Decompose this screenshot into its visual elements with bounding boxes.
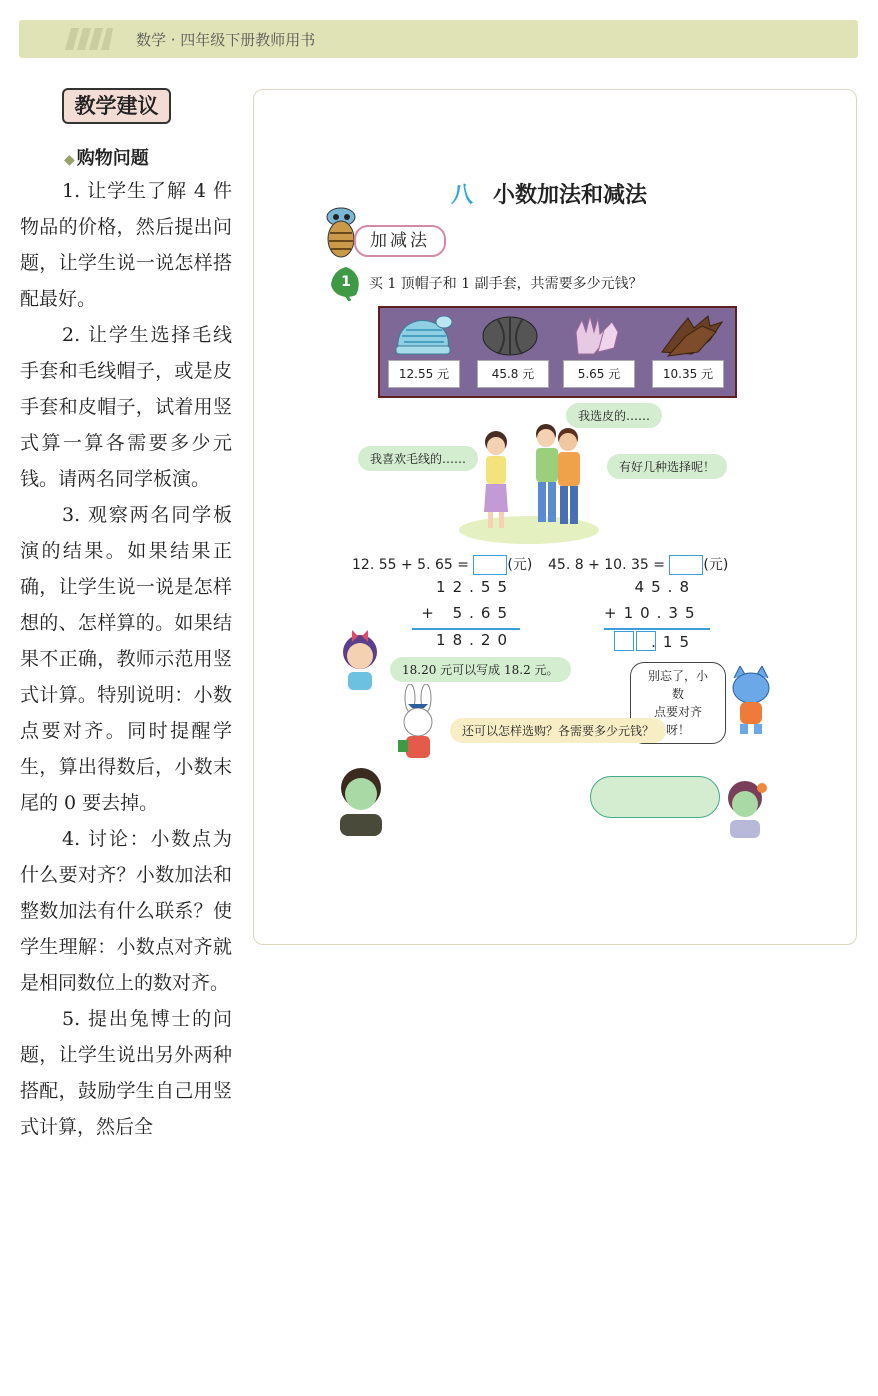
vertical-1-addend: + 5.65 — [421, 604, 514, 622]
boy-student-icon — [334, 766, 388, 838]
vertical-1-rule — [412, 628, 520, 630]
vertical-2-result-tail: .15 — [651, 633, 696, 651]
children-shopping-icon — [454, 420, 604, 546]
paragraph-4: 4. 讨论：小数点为什么要对齐？小数加法和整数加法有什么联系？使学生理解：小数点对齐就是相同数位上的数对齐。 — [20, 828, 232, 994]
leather-gloves-icon — [658, 312, 726, 358]
speech-bubble-leather: 我选皮的…… — [566, 403, 662, 428]
equation-2-unit: (元) — [703, 557, 729, 573]
speech-bubble-choices: 有好几种选择呢！ — [607, 454, 727, 479]
empty-thought-bubble — [590, 776, 720, 818]
vertical-1-result: 18.20 — [436, 631, 514, 649]
chapter-title: 小数加法和减法 — [493, 183, 648, 208]
speech-bubble-wool: 我喜欢毛线的…… — [358, 446, 478, 471]
equation-1-unit: (元) — [507, 557, 533, 573]
equation-1-text: 12. 55 + 5. 65 = — [352, 557, 469, 573]
vertical-2-addend: +10.35 — [604, 604, 702, 622]
speech-bubble-dr-rabbit: 还可以怎样选购？各需要多少元钱？ — [450, 718, 666, 743]
price-tag-leather-hat: 45.8 元 — [477, 360, 549, 388]
girl-student-icon — [336, 628, 384, 692]
equation-2-answer-box — [669, 555, 703, 575]
header-stripes-icon — [65, 28, 113, 50]
section-heading — [64, 144, 149, 170]
header-title: 数学 · 四年级下册教师用书 — [136, 31, 316, 49]
suggestion-text — [20, 173, 232, 1145]
price-tag-wool-hat: 12.55 元 — [388, 360, 460, 388]
equation-1 — [352, 554, 532, 575]
align-reminder-line-2: 点要对齐呀！ — [653, 705, 702, 737]
rabbit-doctor-icon — [394, 684, 444, 768]
wool-gloves-icon — [568, 312, 624, 358]
paragraph-5: 5. 提出兔博士的问题，让学生说出另外两种搭配，鼓励学生自己用竖式计算，然后全 — [20, 1008, 232, 1138]
chapter-number: 八 — [451, 183, 474, 208]
paragraph-3: 3. 观察两名同学板演的结果。如果结果正确，让学生说一说是怎样想的、怎样算的。如果结果不正确，教师示范用竖式计算。特别说明：小数点要对齐。同时提醒学生，算出得数后，小数末尾的 0 要去掉。 — [20, 504, 232, 814]
speech-bubble-rewrite: 18.20 元可以写成 18.2 元。 — [390, 657, 571, 682]
equation-2-text: 45. 8 + 10. 35 = — [548, 557, 665, 573]
textbook-page — [253, 89, 857, 945]
paragraph-2: 2. 让学生选择毛线手套和毛线帽子，或是皮手套和皮帽子，试着用竖式算一算各需要多少元钱。请两名同学板演。 — [20, 324, 232, 490]
leather-hat-icon — [480, 312, 540, 356]
example-question: 买 1 顶帽子和 1 副手套，共需要多少元钱？ — [369, 276, 643, 292]
vertical-2-top: 45.8 — [634, 578, 696, 596]
price-tag-wool-gloves: 5.65 元 — [563, 360, 635, 388]
teaching-badge: 教学建议 — [62, 88, 171, 124]
vertical-1-top: 12.55 — [436, 578, 514, 596]
diamond-icon: ◆ — [64, 152, 75, 168]
section-title: 购物问题 — [76, 148, 149, 169]
equation-2 — [548, 554, 728, 575]
lesson-tag: 加减法 — [354, 225, 446, 257]
vertical-2-blank-tens — [614, 631, 634, 651]
page-header — [19, 20, 858, 58]
vertical-2-rule — [604, 628, 710, 630]
align-reminder-line-1: 别忘了，小数 — [647, 669, 708, 701]
example-number: 1 — [341, 274, 351, 290]
chapter-heading — [451, 178, 647, 209]
girl-thinking-icon — [720, 778, 770, 840]
paragraph-1: 1. 让学生了解 4 件物品的价格，然后提出问题，让学生说一说怎样搭配最好。 — [20, 180, 232, 310]
price-shelf — [378, 306, 737, 398]
wool-hat-icon — [392, 312, 454, 356]
cat-mascot-icon — [726, 666, 776, 736]
price-tag-leather-gloves: 10.35 元 — [652, 360, 724, 388]
equation-1-answer-box — [473, 555, 507, 575]
